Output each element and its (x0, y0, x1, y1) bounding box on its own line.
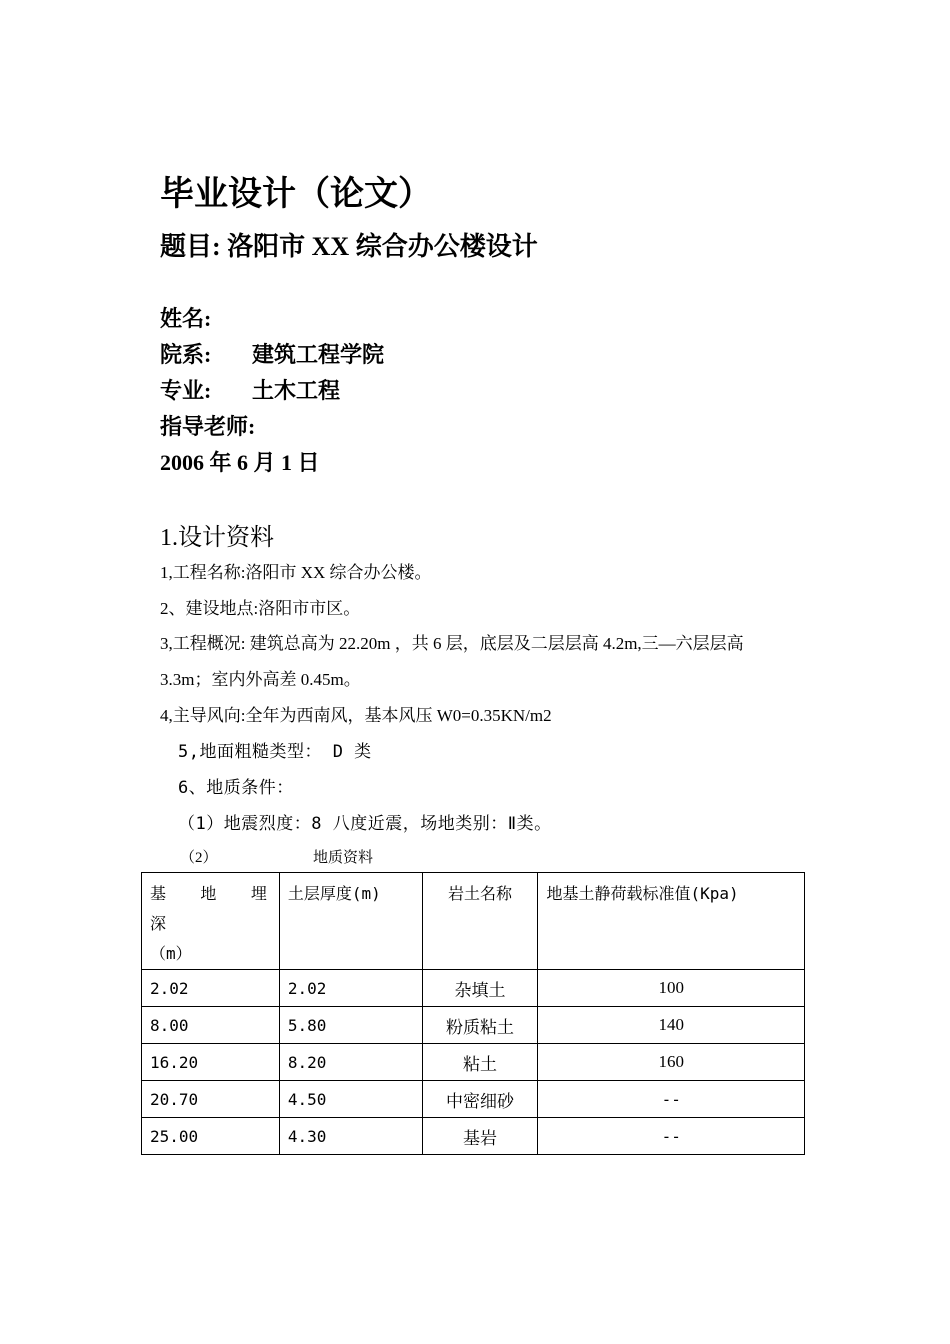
design-item: 5,地面粗糙类型： D 类 (178, 742, 372, 762)
design-item: 2、建设地点:洛阳市市区。 (160, 599, 361, 618)
column-header-soil: 岩土名称 (422, 873, 538, 970)
cell-depth: 20.70 (142, 1081, 280, 1118)
cell-bearing: 100 (538, 970, 805, 1007)
document-title: 毕业设计（论文） (160, 176, 432, 213)
design-item: 6、地质条件： (178, 778, 294, 798)
table-row (142, 1044, 805, 1081)
design-item: 3,工程概况: 建筑总高为 22.20m ，共 6 层，底层及二层层高 4.2m,三—六层层高 (160, 634, 744, 653)
design-item: 3.3m；室内外高差 0.45m。 (160, 670, 361, 689)
table-row (142, 1081, 805, 1118)
table-row (142, 1118, 805, 1155)
table-caption-index: （2） (180, 850, 218, 866)
cell-bearing: -- (538, 1118, 805, 1155)
cell-bearing: 140 (538, 1007, 805, 1044)
info-name-row (160, 302, 252, 333)
cell-soil: 粘土 (422, 1044, 538, 1081)
design-item: （1）地震烈度：8 八度近震，场地类别：Ⅱ类。 (178, 814, 552, 834)
cell-soil: 中密细砂 (422, 1081, 538, 1118)
cell-soil: 杂填土 (422, 970, 538, 1007)
info-major-row (160, 374, 340, 405)
table-row (142, 1007, 805, 1044)
header-depth-label: 基 地 埋 深 (150, 884, 271, 933)
section-heading: 1.设计资料 (160, 525, 274, 551)
cell-depth: 2.02 (142, 970, 280, 1007)
document-subject: 题目: 洛阳市 XX 综合办公楼设计 (160, 232, 538, 261)
cell-soil: 粉质粘土 (422, 1007, 538, 1044)
info-label: 院系: (160, 342, 212, 367)
cell-thickness: 8.20 (279, 1044, 422, 1081)
geology-table (141, 872, 805, 1155)
cell-thickness: 4.30 (279, 1118, 422, 1155)
cell-depth: 25.00 (142, 1118, 280, 1155)
info-label: 专业: (160, 378, 212, 403)
table-header-row (142, 873, 805, 970)
column-header-thickness: 土层厚度(m) (279, 873, 422, 970)
table-row (142, 970, 805, 1007)
info-department-row (160, 338, 384, 369)
column-header-bearing: 地基土静荷载标准值(Kpa) (538, 873, 805, 970)
cell-bearing: -- (538, 1081, 805, 1118)
cell-thickness: 4.50 (279, 1081, 422, 1118)
info-label: 指导老师: (160, 414, 256, 439)
info-label: 姓名: (160, 306, 212, 331)
cell-depth: 16.20 (142, 1044, 280, 1081)
cell-thickness: 5.80 (279, 1007, 422, 1044)
info-advisor-row (160, 410, 256, 441)
column-header-depth (142, 873, 280, 970)
info-value: 土木工程 (252, 378, 341, 403)
table-caption-title: 地质资料 (313, 850, 374, 866)
document-date: 2006 年 6 月 1 日 (160, 450, 320, 475)
header-depth-unit: （m） (150, 944, 192, 963)
cell-depth: 8.00 (142, 1007, 280, 1044)
cell-thickness: 2.02 (279, 970, 422, 1007)
cell-bearing: 160 (538, 1044, 805, 1081)
info-value: 建筑工程学院 (252, 342, 385, 367)
cell-soil: 基岩 (422, 1118, 538, 1155)
design-item: 1,工程名称:洛阳市 XX 综合办公楼。 (160, 563, 432, 582)
design-item: 4,主导风向:全年为西南风，基本风压 W0=0.35KN/m2 (160, 706, 552, 725)
